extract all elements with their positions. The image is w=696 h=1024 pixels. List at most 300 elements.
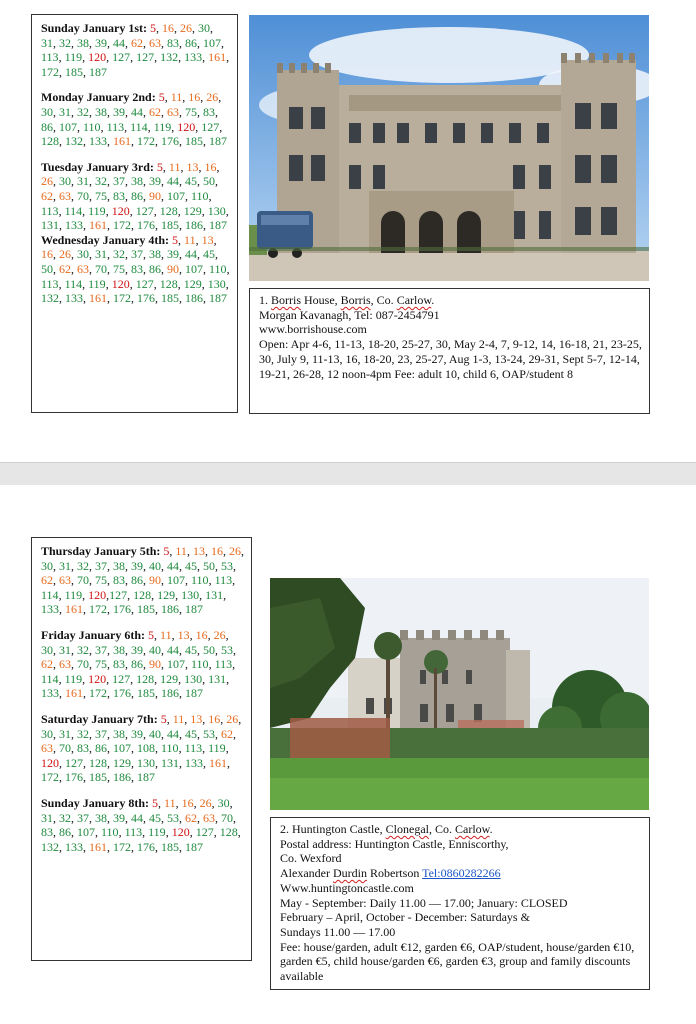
event-number: 5 xyxy=(158,90,165,105)
event-number: 187 xyxy=(137,770,155,785)
event-number: 86 xyxy=(149,261,161,276)
event-number: 63 xyxy=(41,741,53,756)
event-number: 45 xyxy=(185,726,197,741)
event-number: 63 xyxy=(59,657,71,672)
event-number: 133 xyxy=(65,839,83,854)
event-number: 39 xyxy=(167,247,179,262)
event-number: 63 xyxy=(59,188,71,203)
event-number: 13 xyxy=(177,627,190,642)
event-number: 38 xyxy=(113,642,125,657)
event-number: 120 xyxy=(41,755,59,770)
event-number: 127 xyxy=(195,825,214,840)
event-number: 16 xyxy=(188,90,201,105)
event-number: 114 xyxy=(41,671,59,686)
event-number: 132 xyxy=(41,291,59,306)
event-number: 185 xyxy=(65,64,83,79)
event-number: 83 xyxy=(113,188,125,203)
event-number: 132 xyxy=(160,50,179,65)
event-number: 83 xyxy=(131,261,143,276)
huntington-castle-title: 2. Huntington Castle, Clonegal, Co. Carlow. xyxy=(280,822,493,836)
event-number: 113 xyxy=(41,50,59,65)
huntington-castle-hours-winter: February – April, October - December: Saturdays & xyxy=(280,910,530,925)
huntington-castle-hours-summer: May - September: Daily 11.00 — 17.00; January: CLOSED xyxy=(280,895,568,910)
event-number: 70 xyxy=(77,657,89,672)
event-number: 114 xyxy=(41,587,59,602)
event-number: 70 xyxy=(77,573,89,588)
event-number: 128 xyxy=(159,203,178,218)
event-number: 5 xyxy=(150,21,157,35)
event-number: 39 xyxy=(149,174,161,189)
event-number: 63 xyxy=(167,104,179,119)
event-number: 63 xyxy=(149,35,161,50)
event-number: 120 xyxy=(88,50,107,65)
event-number: 120 xyxy=(111,203,130,218)
borris-house-photo xyxy=(249,15,649,281)
event-number: 119 xyxy=(64,671,83,686)
event-number: 133 xyxy=(41,602,59,617)
huntington-castle-postal: Postal address: Huntington Castle, Enniscorthy, xyxy=(280,836,509,851)
day-label: Wednesday January 4th: xyxy=(41,232,173,247)
event-number: 119 xyxy=(88,276,106,291)
event-number: 107 xyxy=(167,573,185,588)
event-number: 113 xyxy=(124,825,143,840)
event-number: 11 xyxy=(172,711,185,726)
event-number: 130 xyxy=(184,671,203,686)
event-number: 38 xyxy=(113,726,125,741)
event-number: 30 xyxy=(198,21,211,35)
event-number: 161 xyxy=(113,134,131,149)
event-number: 129 xyxy=(157,587,176,602)
event-number: 11 xyxy=(175,544,187,558)
event-number: 110 xyxy=(83,119,101,134)
event-number: 16 xyxy=(204,159,217,174)
event-number: 62 xyxy=(41,573,53,588)
event-number: 107 xyxy=(113,741,131,756)
event-number: 107 xyxy=(59,119,77,134)
event-number: 5 xyxy=(156,159,163,174)
huntington-castle-contact: Alexander Durdin Robertson Tel:0860282266 xyxy=(280,866,501,881)
event-number: 26 xyxy=(206,90,219,105)
event-number: 11 xyxy=(160,627,172,642)
event-number: 127 xyxy=(136,50,155,65)
event-number: 26 xyxy=(226,711,239,726)
event-number: 131 xyxy=(208,671,227,686)
event-number: 40 xyxy=(149,726,161,741)
event-number: 50 xyxy=(203,558,215,573)
event-number: 127 xyxy=(201,119,220,134)
event-number: 50 xyxy=(41,261,53,276)
event-number: 185 xyxy=(161,218,179,233)
event-number: 39 xyxy=(113,104,125,119)
event-number: 32 xyxy=(77,642,89,657)
event-number: 30 xyxy=(41,642,53,657)
event-number: 11 xyxy=(170,90,183,105)
event-number: 53 xyxy=(221,642,233,657)
event-number: 50 xyxy=(203,642,215,657)
event-number: 114 xyxy=(64,203,83,218)
event-number: 38 xyxy=(113,558,125,573)
event-number: 63 xyxy=(59,573,71,588)
event-number: 53 xyxy=(203,726,215,741)
event-number: 75 xyxy=(95,573,107,588)
event-number: 129 xyxy=(183,203,202,218)
event-number: 161 xyxy=(89,291,107,306)
event-number: 32 xyxy=(59,810,71,825)
event-number: 45 xyxy=(149,810,161,825)
event-number: 161 xyxy=(65,686,83,701)
event-number: 128 xyxy=(136,671,155,686)
event-number: 32 xyxy=(95,174,107,189)
event-number: 38 xyxy=(77,35,89,50)
event-number: 107 xyxy=(203,35,221,50)
event-number: 32 xyxy=(77,726,89,741)
event-number: 31 xyxy=(41,35,53,50)
event-number: 107 xyxy=(167,657,185,672)
event-number: 133 xyxy=(184,50,203,65)
event-number: 45 xyxy=(185,558,197,573)
event-number: 32 xyxy=(77,104,89,119)
event-number: 132 xyxy=(65,134,83,149)
day-label: Monday January 2nd: xyxy=(41,90,159,105)
event-number: 86 xyxy=(131,657,143,672)
event-number: 119 xyxy=(64,50,83,65)
day-list-box-1 xyxy=(31,14,238,413)
event-number: 11 xyxy=(184,232,196,247)
event-number: 161 xyxy=(65,602,83,617)
event-number: 83 xyxy=(113,657,125,672)
event-number: 172 xyxy=(41,770,59,785)
event-number: 127 xyxy=(65,755,83,770)
event-number: 176 xyxy=(113,602,131,617)
event-number: 120 xyxy=(177,119,196,134)
event-number: 31 xyxy=(59,558,71,573)
huntington-castle-hours-sunday: Sundays 11.00 — 17.00 xyxy=(280,924,396,939)
event-number: 185 xyxy=(185,134,203,149)
document-page-1 xyxy=(0,0,696,462)
event-number: 30 xyxy=(59,174,71,189)
event-number: 131 xyxy=(205,587,224,602)
event-number: 161 xyxy=(89,218,107,233)
event-number: 108 xyxy=(137,741,155,756)
day-entry: Tuesday January 3rd: 5, 11, 13, 16, 26, 30, 31, 32, 37, 38, 39, 44, 45, 50, 62, 63, 70, 75, 83, 86, 90, 107, 110, 113, 114, 119, 120, 127, 128, 129, 130, 131, 133, 161, 172, 176, 185, 186, 187 xyxy=(41,159,229,233)
event-number: 31 xyxy=(59,726,71,741)
borris-house-info xyxy=(249,288,650,414)
event-number: 37 xyxy=(95,642,107,657)
event-number: 119 xyxy=(64,587,83,602)
event-number: 172 xyxy=(113,218,131,233)
event-number: 176 xyxy=(65,770,83,785)
event-number: 119 xyxy=(153,119,172,134)
event-number: 39 xyxy=(131,558,143,573)
event-number: 63 xyxy=(203,810,215,825)
day-label: Saturday January 7th: xyxy=(41,711,161,726)
event-number: 83 xyxy=(113,573,125,588)
event-number: 30 xyxy=(217,795,230,810)
page-separator xyxy=(0,462,696,486)
event-number: 172 xyxy=(89,686,107,701)
event-number: 37 xyxy=(95,726,107,741)
event-number: 114 xyxy=(130,119,148,134)
event-number: 128 xyxy=(219,825,238,840)
event-number: 86 xyxy=(131,188,143,203)
event-number: 26 xyxy=(180,21,193,35)
event-number: 62 xyxy=(41,657,53,672)
event-number: 45 xyxy=(185,174,197,189)
event-number: 185 xyxy=(161,839,179,854)
event-number: 110 xyxy=(191,657,209,672)
event-number: 86 xyxy=(41,119,53,134)
day-entry: Sunday January 8th: 5, 11, 16, 26, 30, 31, 32, 37, 38, 39, 44, 45, 53, 62, 63, 70, 83, 86, 107, 110, 113, 119, 120, 127, 128, 132, 133, 161, 172, 176, 185, 187 xyxy=(41,795,241,854)
event-number: 187 xyxy=(209,291,227,306)
event-number: 172 xyxy=(113,291,131,306)
event-number: 39 xyxy=(113,810,125,825)
day-label: Thursday January 5th: xyxy=(41,544,164,558)
huntington-castle-info xyxy=(270,817,650,990)
huntington-castle-photo xyxy=(270,578,649,810)
event-number: 32 xyxy=(113,247,125,262)
event-number: 129 xyxy=(113,755,131,770)
huntington-castle-postal-county: Co. Wexford xyxy=(280,851,342,866)
event-number: 62 xyxy=(149,104,161,119)
event-number: 120 xyxy=(88,671,107,686)
event-number: 187 xyxy=(209,218,227,233)
event-number: 127 xyxy=(135,203,154,218)
event-number: 44 xyxy=(131,810,143,825)
event-number: 113 xyxy=(214,573,233,588)
event-number: 38 xyxy=(95,104,107,119)
event-number: 26 xyxy=(59,247,71,262)
event-number: 133 xyxy=(65,291,83,306)
event-number: 16 xyxy=(181,795,194,810)
event-number: 31 xyxy=(41,810,53,825)
event-number: 30 xyxy=(41,104,53,119)
event-number: 44 xyxy=(167,558,179,573)
event-number: 53 xyxy=(167,810,179,825)
event-number: 40 xyxy=(149,558,161,573)
event-number: 161 xyxy=(209,755,227,770)
event-number: 63 xyxy=(77,261,89,276)
day-entry: Sunday January 1st: 5, 16, 26, 30, 31, 32, 38, 39, 44, 62, 63, 83, 86, 107, 113, 119, 120, 127, 127, 132, 133, 161, 172, 185, 187 xyxy=(41,21,230,79)
event-number: 26 xyxy=(199,795,212,810)
event-number: 127 xyxy=(112,671,131,686)
event-number: 119 xyxy=(208,741,226,756)
event-number: 44 xyxy=(131,104,143,119)
event-number: 13 xyxy=(201,232,214,247)
event-number: 45 xyxy=(185,642,197,657)
event-number: 16 xyxy=(41,247,53,262)
borris-house-website: www.borrishouse.com xyxy=(259,322,367,337)
event-number: 62 xyxy=(131,35,143,50)
event-number: 53 xyxy=(221,558,233,573)
event-number: 133 xyxy=(41,686,59,701)
event-number: 32 xyxy=(59,35,71,50)
event-number: 44 xyxy=(167,642,179,657)
event-number: 83 xyxy=(77,741,89,756)
event-number: 127 xyxy=(112,50,131,65)
event-number: 110 xyxy=(191,188,209,203)
event-number: 130 xyxy=(207,203,226,218)
event-number: 16 xyxy=(208,711,221,726)
event-number: 187 xyxy=(185,839,203,854)
event-number: 16 xyxy=(210,544,223,558)
event-number: 185 xyxy=(137,686,155,701)
event-number: 70 xyxy=(221,810,233,825)
event-number: 113 xyxy=(106,119,125,134)
event-number: 110 xyxy=(209,261,227,276)
event-number: 31 xyxy=(77,174,89,189)
event-number: 30 xyxy=(77,247,89,262)
event-number: 127 xyxy=(135,276,154,291)
day-entry: Friday January 6th: 5, 11, 13, 16, 26, 30, 31, 32, 37, 38, 39, 40, 44, 45, 50, 53, 62, 63, 70, 75, 83, 86, 90, 107, 110, 113, 114, 119, 120, 127, 128, 129, 130, 131, 133, 161, 172, 176, 185, 186, 187 xyxy=(41,627,236,701)
event-number: 176 xyxy=(113,686,131,701)
event-number: 186 xyxy=(185,291,203,306)
event-number: 110 xyxy=(191,573,209,588)
event-number: 130 xyxy=(207,276,226,291)
event-number: 11 xyxy=(168,159,181,174)
event-number: 62 xyxy=(185,810,197,825)
day-entry: Monday January 2nd: 5, 11, 16, 26, 30, 31, 32, 38, 39, 44, 62, 63, 75, 83, 86, 107, 110, 113, 114, 119, 120, 127, 128, 132, 133, 161, 172, 176, 185, 187 xyxy=(41,90,227,149)
event-number: 185 xyxy=(89,770,107,785)
event-number: 187 xyxy=(185,686,203,701)
event-number: 187 xyxy=(89,64,107,79)
event-number: 127 xyxy=(109,587,128,602)
event-number: 128 xyxy=(159,276,178,291)
event-number: 128 xyxy=(41,134,59,149)
event-number: 113 xyxy=(214,657,233,672)
event-number: 5 xyxy=(160,711,167,726)
event-number: 129 xyxy=(183,276,202,291)
event-number: 110 xyxy=(101,825,119,840)
event-number: 13 xyxy=(190,711,203,726)
event-number: 13 xyxy=(192,544,205,558)
event-number: 86 xyxy=(95,741,107,756)
event-number: 187 xyxy=(209,134,227,149)
event-number: 185 xyxy=(137,602,155,617)
event-number: 176 xyxy=(161,134,179,149)
day-label: Sunday January 1st: xyxy=(41,21,151,35)
event-number: 75 xyxy=(185,104,197,119)
event-number: 44 xyxy=(185,247,197,262)
event-number: 113 xyxy=(184,741,203,756)
event-number: 90 xyxy=(149,573,161,588)
event-number: 30 xyxy=(41,558,53,573)
event-number: 131 xyxy=(161,755,179,770)
event-number: 119 xyxy=(88,203,106,218)
event-number: 38 xyxy=(95,810,107,825)
event-number: 114 xyxy=(64,276,83,291)
borris-house-title: 1. Borris House, Borris, Co. Carlow. xyxy=(259,293,435,307)
event-number: 187 xyxy=(185,602,203,617)
event-number: 32 xyxy=(77,558,89,573)
event-number: 13 xyxy=(186,159,199,174)
day-label: Sunday January 8th: xyxy=(41,795,153,810)
huntington-castle-fees: Fee: house/garden, adult €12, garden €6, OAP/student, house/garden €10, garden €5, child house/garden €6, garden €3, group and family discounts available xyxy=(280,939,635,984)
event-number: 186 xyxy=(185,218,203,233)
phone-link[interactable]: Tel:0860282266 xyxy=(422,866,501,881)
event-number: 129 xyxy=(160,671,179,686)
event-number: 38 xyxy=(149,247,161,262)
event-number: 5 xyxy=(148,627,155,642)
event-number: 30 xyxy=(41,726,53,741)
event-number: 39 xyxy=(95,35,107,50)
event-number: 62 xyxy=(59,261,71,276)
event-number: 26 xyxy=(228,544,241,558)
day-entry: Saturday January 7th: 5, 11, 13, 16, 26, 30, 31, 32, 37, 38, 39, 40, 44, 45, 53, 62, 63, 70, 83, 86, 107, 108, 110, 113, 119, 120, 127, 128, 129, 130, 131, 133, 161, 172, 176, 185, 186, 187 xyxy=(41,711,242,785)
event-number: 5 xyxy=(152,795,159,810)
event-number: 45 xyxy=(203,247,215,262)
event-number: 38 xyxy=(131,174,143,189)
event-number: 186 xyxy=(161,686,179,701)
event-number: 75 xyxy=(113,261,125,276)
event-number: 90 xyxy=(167,261,179,276)
huntington-castle-website: Www.huntingtoncastle.com xyxy=(280,880,414,895)
event-number: 83 xyxy=(203,104,215,119)
event-number: 44 xyxy=(113,35,125,50)
event-number: 31 xyxy=(95,247,107,262)
event-number: 119 xyxy=(148,825,166,840)
borris-house-opening: Open: Apr 4-6, 11-13, 18-20, 25-27, 30, May 2-4, 7, 9-12, 14, 16-18, 21, 23-25, 30, July 9, 11-13, 16, 18-20, 23, 25-27, Aug 1-3, 13-24, 29-31, Sept 5-7, 12-14, 19-21, 26-28, 12 noon-4pm Fee: adult 10, child 6, OAP/student 8 xyxy=(259,337,642,381)
event-number: 5 xyxy=(172,232,179,247)
day-entry: Thursday January 5th: 5, 11, 13, 16, 26, 30, 31, 32, 37, 38, 39, 40, 44, 45, 50, 53, 62, 63, 70, 75, 83, 86, 90, 107, 110, 113, 114, 119, 120,127, 128, 129, 130, 131, 133, 161, 172, 176, 185, 186, 187 xyxy=(41,544,244,617)
day-entry: Wednesday January 4th: 5, 11, 13, 16, 26, 30, 31, 32, 37, 38, 39, 44, 45, 50, 62, 63, 70, 75, 83, 86, 90, 107, 110, 113, 114, 119, 120, 127, 128, 129, 130, 132, 133, 161, 172, 176, 185, 186, 187 xyxy=(41,232,230,306)
event-number: 40 xyxy=(149,642,161,657)
event-number: 133 xyxy=(185,755,203,770)
event-number: 83 xyxy=(167,35,179,50)
event-number: 75 xyxy=(95,657,107,672)
event-number: 130 xyxy=(137,755,155,770)
event-number: 44 xyxy=(167,726,179,741)
event-number: 186 xyxy=(113,770,131,785)
event-number: 131 xyxy=(41,218,59,233)
event-number: 90 xyxy=(149,657,161,672)
day-list-box-2 xyxy=(31,537,252,961)
event-number: 120 xyxy=(88,587,107,602)
event-number: 62 xyxy=(221,726,233,741)
event-number: 16 xyxy=(195,627,208,642)
event-number: 120 xyxy=(171,825,190,840)
event-number: 16 xyxy=(162,21,175,35)
event-number: 128 xyxy=(133,587,152,602)
event-number: 75 xyxy=(95,188,107,203)
event-number: 120 xyxy=(111,276,130,291)
event-number: 172 xyxy=(89,602,107,617)
event-number: 70 xyxy=(95,261,107,276)
event-number: 113 xyxy=(41,276,59,291)
event-number: 86 xyxy=(185,35,197,50)
event-number: 107 xyxy=(185,261,203,276)
event-number: 44 xyxy=(167,174,179,189)
event-number: 37 xyxy=(95,558,107,573)
event-number: 70 xyxy=(77,188,89,203)
day-label: Friday January 6th: xyxy=(41,627,149,642)
event-number: 83 xyxy=(41,825,53,840)
event-number: 185 xyxy=(161,291,179,306)
event-number: 39 xyxy=(131,642,143,657)
event-number: 37 xyxy=(131,247,143,262)
event-number: 161 xyxy=(208,50,227,65)
event-number: 176 xyxy=(137,291,155,306)
event-number: 37 xyxy=(113,174,125,189)
event-number: 90 xyxy=(149,188,161,203)
event-number: 50 xyxy=(203,174,215,189)
event-number: 130 xyxy=(181,587,200,602)
event-number: 31 xyxy=(59,104,71,119)
event-number: 86 xyxy=(131,573,143,588)
event-number: 39 xyxy=(131,726,143,741)
event-number: 113 xyxy=(41,203,59,218)
event-number: 11 xyxy=(164,795,176,810)
event-number: 128 xyxy=(89,755,107,770)
